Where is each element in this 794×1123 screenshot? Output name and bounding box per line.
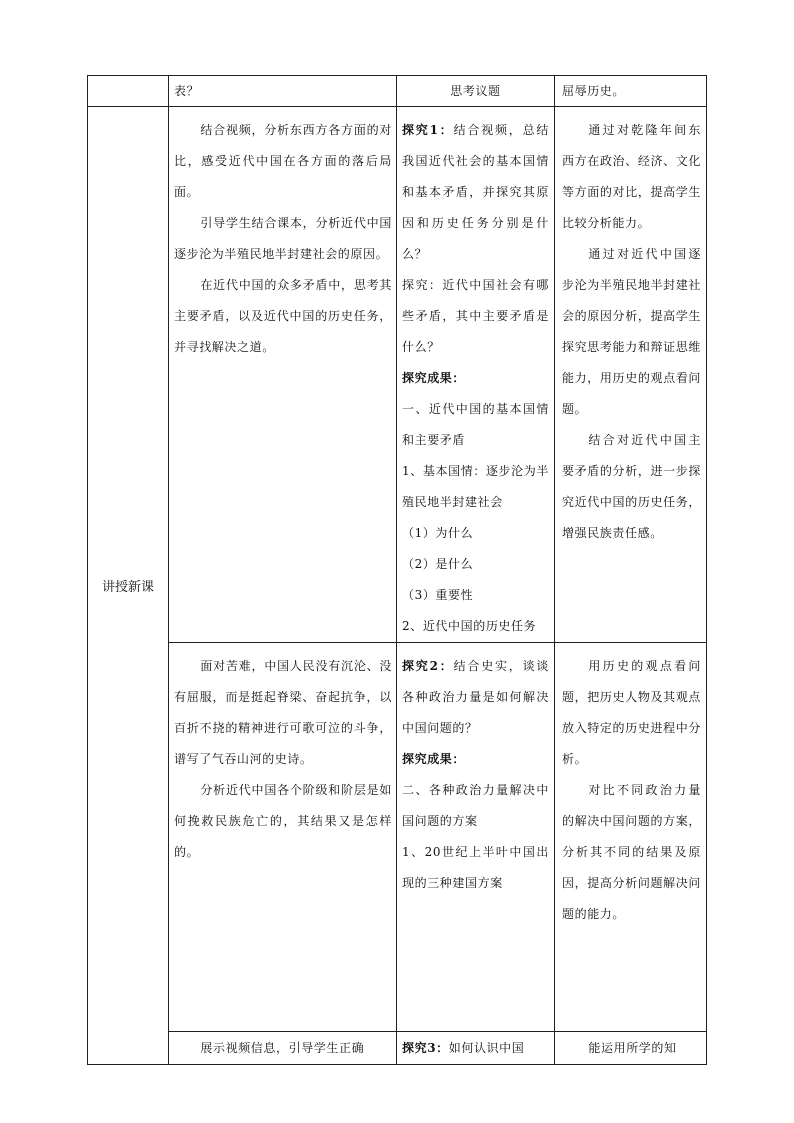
activity-paragraph: 面对苦难，中国人民没有沉沦、没有屈服，而是挺起脊梁、奋起抗争，以百折不挠的精神进行可歌可泣的斗争，谱写了气吞山河的史诗。 — [174, 659, 392, 766]
issue-cell — [397, 643, 555, 1032]
table-row — [88, 1032, 707, 1065]
result-point: （3）重要性 — [402, 588, 474, 602]
teacher-activity-cell — [169, 107, 397, 643]
intent-paragraph: 通过对近代中国逐步沦为半殖民地半封建社会的原因分析，提高学生探究思考能力和辩证思维能力，用历史的观点看问题。 — [562, 247, 701, 416]
intent-paragraph: 能运用所学的知 — [588, 1041, 677, 1055]
inquiry-result-label: 探究成果： — [402, 752, 466, 766]
inquiry-label: 探究1： — [402, 123, 454, 137]
activity-paragraph: 展示视频信息，引导学生正确 — [200, 1041, 365, 1055]
design-intent-cell — [555, 643, 707, 1032]
result-point: 1、20世纪上半叶中国出现的三种建国方案 — [402, 845, 549, 890]
issue-cell — [397, 107, 555, 643]
result-point: 二、各种政治力量解决中国问题的方案 — [402, 783, 549, 828]
inquiry-2 — [402, 651, 549, 744]
result-point: 2、近代中国的历史任务 — [402, 619, 537, 633]
activity-paragraph: 分析近代中国各个阶级和阶层是如何挽救民族危亡的，其结果又是怎样的。 — [174, 783, 392, 859]
inquiry-3 — [402, 1033, 549, 1064]
activity-paragraph: 结合视频，分析东西方各方面的对比，感受近代中国在各方面的落后局面。 — [174, 123, 392, 199]
issue-cell — [397, 1032, 555, 1065]
design-intent-cell — [555, 107, 707, 643]
inquiry-label: 探究2： — [402, 659, 454, 673]
inquiry-question: 探究：近代中国社会有哪些矛盾，其中主要矛盾是什么？ — [402, 278, 549, 354]
intent-paragraph: 用历史的观点看问题，把历史人物及其观点放入特定的历史进程中分析。 — [562, 659, 701, 766]
header-col4-text: 屈辱历史。 — [562, 84, 626, 98]
intent-paragraph: 对比不同政治力量的解决中国问题的方案，分析其不同的结果及原因，提高分析问题解决问题的能力。 — [562, 783, 701, 921]
inquiry-text: 结合视频，总结我国近代社会的基本国情和基本矛盾，并探究其原因和历史任务分别是什么？ — [402, 123, 550, 261]
table-row — [88, 643, 707, 1032]
design-intent-cell — [555, 1032, 707, 1065]
result-point: （1）为什么 — [402, 526, 474, 540]
intent-paragraph: 结合对近代中国主要矛盾的分析，进一步探究近代中国的历史任务，增强民族责任感。 — [562, 433, 701, 540]
inquiry-1 — [402, 115, 549, 270]
inquiry-label: 探究3： — [402, 1041, 449, 1055]
teacher-activity-cell — [169, 643, 397, 1032]
stage-label: 讲授新课 — [88, 107, 169, 1065]
result-point: 1、基本国情：逐步沦为半殖民地半封建社会 — [402, 464, 549, 509]
header-col2-text: 表？ — [174, 84, 200, 98]
teacher-activity-cell — [169, 1032, 397, 1065]
activity-paragraph: 引导学生结合课本，分析近代中国逐步沦为半殖民地半封建社会的原因。 — [174, 216, 392, 261]
inquiry-text: 如何认识中国 — [448, 1041, 525, 1055]
activity-paragraph: 在近代中国的众多矛盾中，思考其主要矛盾，以及近代中国的历史任务，并寻找解决之道。 — [174, 278, 392, 354]
lesson-plan-table — [87, 75, 707, 1065]
inquiry-result-label: 探究成果： — [402, 371, 466, 385]
result-point: （2）是什么 — [402, 557, 474, 571]
table-row — [88, 76, 707, 107]
stage-cell-empty — [88, 76, 169, 107]
intent-paragraph: 通过对乾隆年间东西方在政治、经济、文化等方面的对比，提高学生比较分析能力。 — [562, 123, 701, 230]
header-col3-text: 思考议题 — [450, 84, 501, 98]
inquiry-text: 结合史实，谈谈各种政治力量是如何解决中国问题的？ — [402, 659, 550, 735]
result-point: 一、近代中国的基本国情和主要矛盾 — [402, 402, 549, 447]
table-row — [88, 107, 707, 643]
